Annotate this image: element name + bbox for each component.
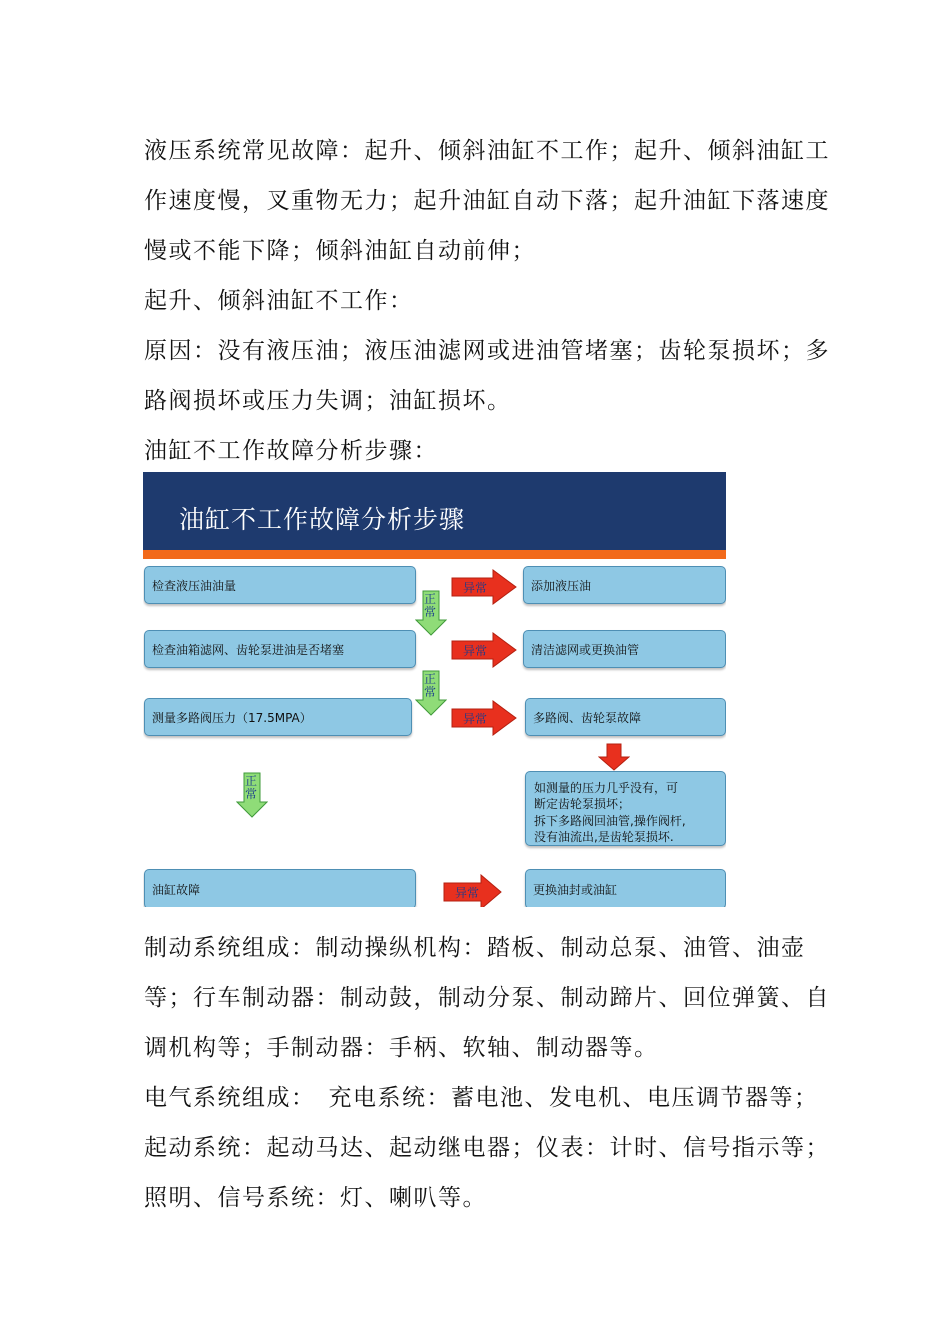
flowchart-header <box>143 472 726 550</box>
note-line: 如测量的压力几乎没有，可 <box>534 781 679 795</box>
normal-arrow-2 <box>415 670 447 716</box>
paragraph-causes: 原因：没有液压油；液压油滤网或进油管堵塞；齿轮泵损坏；多路阀损坏或压力失调；油缸损坏。 <box>144 338 830 414</box>
flowchart-header-stripe <box>143 550 726 559</box>
normal-arrow-1 <box>415 590 447 636</box>
abnormal-label: 异常 <box>463 581 488 595</box>
paragraph-analysis-steps-heading: 油缸不工作故障分析步骤： <box>144 438 438 464</box>
normal-label: 正常 <box>423 592 436 619</box>
note-line: 没有油流出,是齿轮泵损坏. <box>534 830 674 844</box>
note-line: 断定齿轮泵损坏； <box>534 797 631 811</box>
result-valve-pump-fault: 多路阀、齿轮泵故障 <box>525 698 726 736</box>
step-cylinder-fault: 油缸故障 <box>144 869 416 907</box>
result-add-oil: 添加液压油 <box>523 566 726 604</box>
paragraph-cylinder-not-working-heading: 起升、倾斜油缸不工作： <box>144 288 414 314</box>
step-check-filter-pump-inlet: 检查油箱滤网、齿轮泵进油是否堵塞 <box>144 630 416 668</box>
paragraph-brake-system: 制动系统组成：制动操纵机构：踏板、制动总泵、油管、油壶等；行车制动器：制动鼓，制动分泵、制动蹄片、回位弹簧、自调机构等；手制动器：手柄、软轴、制动器等。 <box>144 935 830 1061</box>
abnormal-arrow-3 <box>451 700 517 736</box>
abnormal-arrow-1 <box>451 569 517 605</box>
fault-analysis-flowchart <box>143 472 726 907</box>
normal-label: 正常 <box>423 672 436 699</box>
abnormal-down-arrow <box>598 743 630 771</box>
abnormal-label: 异常 <box>463 644 488 658</box>
normal-arrow-3 <box>236 772 268 818</box>
note-pressure-test-explanation <box>525 771 726 846</box>
abnormal-arrow-4 <box>443 874 509 907</box>
paragraph-electrical-system: 电气系统组成： 充电系统：蓄电池、发电机、电压调节器等；起动系统：起动马达、起动继电器；仪表：计时、信号指示等；照明、信号系统：灯、喇叭等。 <box>144 1085 830 1211</box>
normal-label: 正常 <box>244 774 257 801</box>
note-line: 拆下多路阀回油管,操作阀杆, <box>534 814 686 828</box>
result-replace-seal-or-cylinder: 更换油封或油缸 <box>525 869 726 907</box>
flowchart-title: 油缸不工作故障分析步骤 <box>179 505 466 534</box>
paragraph-hydraulic-faults: 液压系统常见故障：起升、倾斜油缸不工作；起升、倾斜油缸工作速度慢，叉重物无力；起升油缸自动下落；起升油缸下落速度慢或不能下降；倾斜油缸自动前伸； <box>144 138 830 264</box>
step-measure-valve-pressure: 测量多路阀压力（17.5MPA） <box>144 698 412 736</box>
step-check-oil-level: 检查液压油油量 <box>144 566 416 604</box>
abnormal-label: 异常 <box>455 886 480 900</box>
abnormal-arrow-2 <box>451 632 517 668</box>
result-clean-filter-replace-pipe: 清洁滤网或更换油管 <box>523 630 726 668</box>
abnormal-label: 异常 <box>463 712 488 726</box>
